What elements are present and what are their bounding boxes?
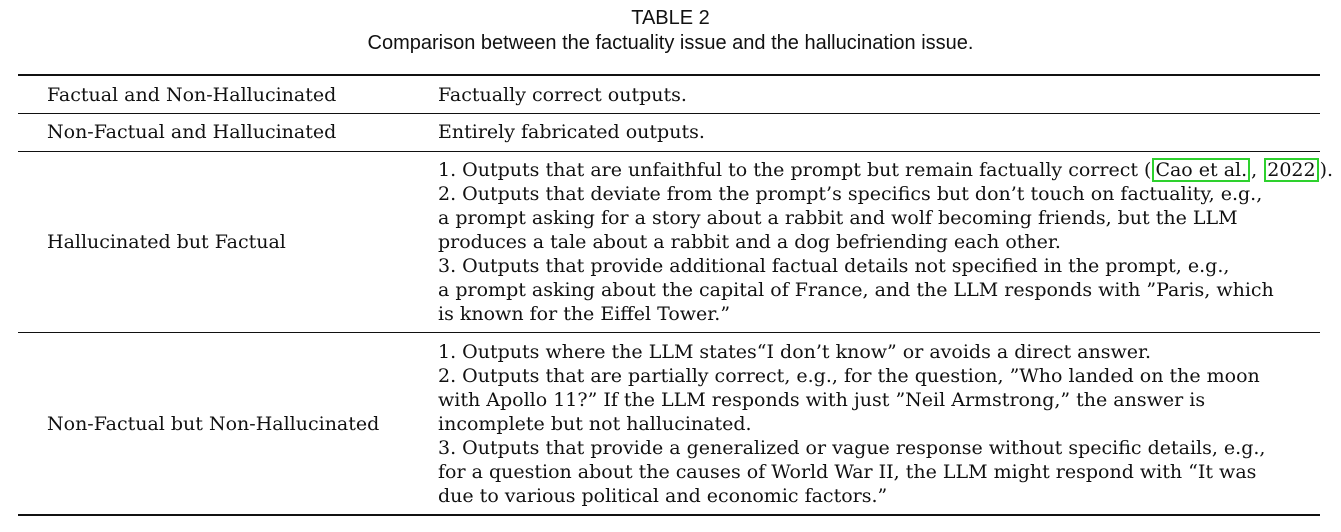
- row-description: [438, 158, 1333, 326]
- description-line: is known for the Eiffel Tower.”: [438, 303, 731, 325]
- row-description: [438, 340, 1265, 508]
- line-text: 1. Outputs that are unfaithful to the prompt but remain factually correct (: [438, 159, 1152, 181]
- description-line: a prompt asking about the capital of France, and the LLM responds with ”Paris, which: [438, 279, 1274, 301]
- row-description: [438, 83, 687, 107]
- description-line: 2. Outputs that deviate from the prompt’s specifics but don’t touch on factuality, e.g.,: [438, 183, 1263, 205]
- description-line: Factually correct outputs.: [438, 84, 687, 106]
- description-line: 1. Outputs where the LLM states“I don’t know” or avoids a direct answer.: [438, 341, 1151, 363]
- citation-author-link[interactable]: Cao et al.: [1152, 158, 1250, 182]
- row-category: Factual and Non-Hallucinated: [47, 84, 337, 106]
- row-divider: [18, 113, 1320, 114]
- description-line: Entirely fabricated outputs.: [438, 121, 705, 143]
- description-line: for a question about the causes of World War II, the LLM might respond with “It was: [438, 461, 1257, 483]
- table-caption: Comparison between the factuality issue and the hallucination issue.: [367, 32, 974, 54]
- citation-separator: ,: [1251, 159, 1264, 181]
- description-line: incomplete but not hallucinated.: [438, 413, 752, 435]
- description-line: 3. Outputs that provide a generalized or vague response without specific details, e.g.,: [438, 437, 1266, 459]
- description-line: due to various political and economic factors.”: [438, 485, 888, 507]
- description-line: 2. Outputs that are partially correct, e.g., for the question, ”Who landed on the moon: [438, 365, 1260, 387]
- description-line: with Apollo 11?” If the LLM responds with just ”Neil Armstrong,” the answer is: [438, 389, 1206, 411]
- description-line: [438, 158, 1333, 182]
- description-line: produces a tale about a rabbit and a dog befriending each other.: [438, 231, 1061, 253]
- row-category: Non-Factual but Non-Hallucinated: [47, 413, 380, 435]
- line-text: ).: [1319, 159, 1334, 181]
- top-rule: [18, 74, 1320, 76]
- table-label: TABLE 2: [631, 7, 710, 29]
- description-line: 3. Outputs that provide additional factual details not specified in the prompt, e.g.,: [438, 255, 1230, 277]
- description-line: a prompt asking for a story about a rabbit and wolf becoming friends, but the LLM: [438, 207, 1238, 229]
- row-divider: [18, 151, 1320, 152]
- bottom-rule: [18, 514, 1320, 516]
- row-category: Non-Factual and Hallucinated: [47, 121, 337, 143]
- row-divider: [18, 332, 1320, 333]
- row-category: Hallucinated but Factual: [47, 231, 286, 253]
- row-description: [438, 120, 705, 144]
- citation-year-link[interactable]: 2022: [1264, 158, 1318, 182]
